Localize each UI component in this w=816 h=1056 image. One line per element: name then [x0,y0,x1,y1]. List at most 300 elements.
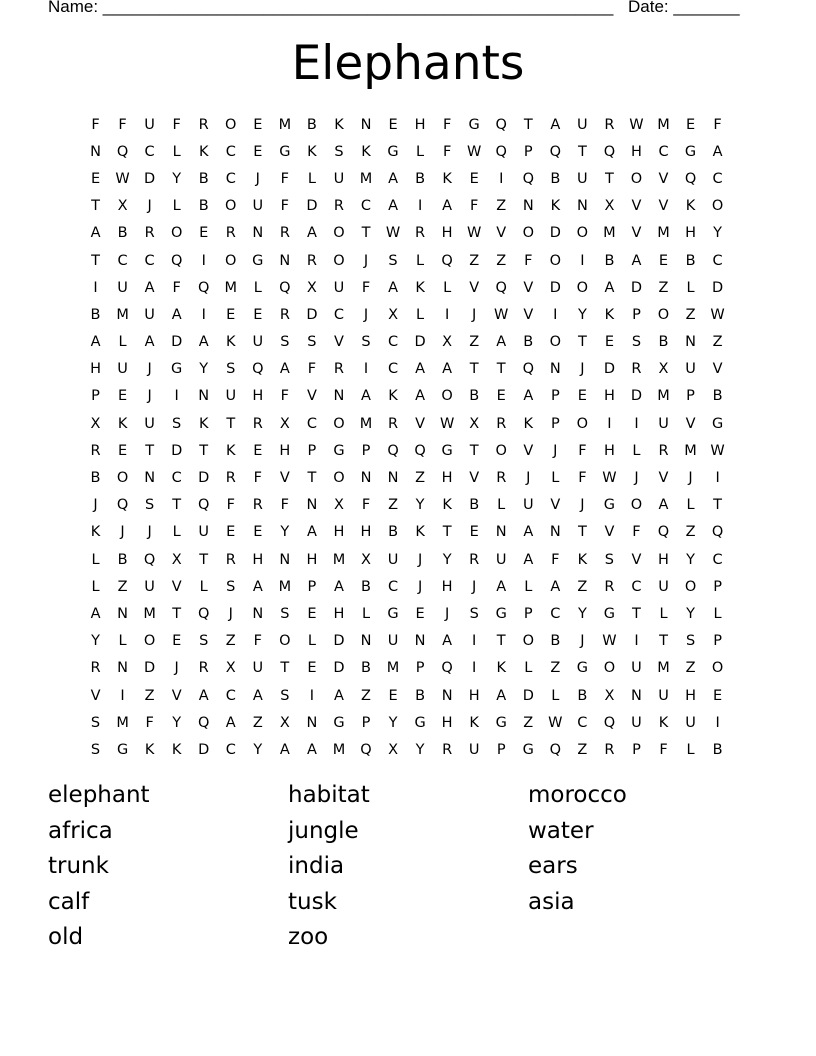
grid-letter: V [171,687,182,704]
grid-letter: W [115,170,130,187]
grid-letter: I [417,198,423,215]
grid-letter: U [333,279,345,296]
grid-row [82,519,732,546]
grid-letter: I [444,306,450,323]
grid-letter: L [551,687,560,704]
grid-letter: G [387,605,399,622]
grid-letter: R [631,361,642,378]
grid-letter: C [225,143,236,160]
grid-letter: N [306,497,318,514]
grid-letter: E [469,524,479,541]
grid-letter: V [171,578,182,595]
grid-letter: T [361,225,371,242]
grid-letter: A [361,388,371,405]
grid-letter: P [550,415,560,432]
grid-letter: A [198,334,209,351]
grid-letter: T [226,415,236,432]
grid-letter: I [93,279,98,296]
grid-letter: F [361,497,371,514]
grid-letter: A [388,279,398,296]
grid-letter: W [439,415,455,432]
grid-letter: Q [252,361,264,378]
grid-letter: X [604,198,615,215]
grid-letter: F [632,524,641,541]
grid-letter: W [494,306,509,323]
grid-letter: N [90,143,101,160]
grid-letter: O [603,660,616,677]
grid-letter: U [333,170,345,187]
grid-letter: A [333,578,344,595]
grid-letter: Y [280,524,290,541]
grid-letter: W [467,225,482,242]
grid-letter: F [551,551,560,568]
grid-letter: F [578,442,587,459]
grid-letter: E [658,252,669,269]
grid-letter: D [333,660,345,677]
grid-letter: M [657,660,670,677]
grid-letter: I [715,714,720,731]
grid-letter: T [659,633,668,650]
grid-letter: D [171,334,183,351]
grid-letter: H [631,143,642,160]
grid-row [82,655,732,682]
grid-letter: M [657,116,670,133]
grid-letter: K [307,143,317,160]
letter-grid [82,111,732,764]
grid-letter: G [468,116,480,133]
grid-letter: E [199,225,209,242]
grid-letter: L [172,198,181,215]
grid-letter: K [415,524,425,541]
grid-letter: R [252,415,263,432]
grid-letter: L [91,578,100,595]
grid-letter: A [523,551,534,568]
grid-letter: E [253,442,263,459]
grid-letter: L [416,306,425,323]
grid-letter: E [469,170,479,187]
grid-letter: A [252,578,263,595]
grid-letter: Q [603,714,616,731]
grid-letter: F [118,116,127,133]
grid-letter: K [226,442,236,459]
grid-letter: N [685,334,696,351]
grid-letter: V [658,198,669,215]
grid-letter: T [442,524,452,541]
grid-letter: C [387,578,399,595]
grid-letter: O [576,279,589,296]
grid-letter: J [147,388,152,405]
grid-letter: H [658,551,669,568]
grid-letter: T [577,143,587,160]
grid-letter: P [713,578,722,595]
grid-letter: N [549,361,561,378]
grid-letter: V [279,470,290,487]
grid-letter: T [604,170,614,187]
grid-letter: J [147,198,152,215]
grid-letter: Z [550,660,561,677]
grid-letter: U [387,633,399,650]
grid-letter: R [442,741,453,758]
grid-letter: O [630,170,643,187]
grid-letter: R [279,225,290,242]
grid-letter: F [145,714,154,731]
grid-letter: G [711,415,724,432]
grid-letter: L [199,578,208,595]
grid-letter: R [333,361,344,378]
word-list-item: old [48,924,84,950]
grid-letter: Y [388,714,398,731]
grid-letter: U [144,116,155,133]
grid-letter: S [280,605,290,622]
grid-letter: V [90,687,101,704]
grid-letter: J [472,306,477,323]
grid-letter: L [551,470,560,487]
grid-letter: I [607,415,612,432]
grid-letter: X [333,497,344,514]
grid-row [82,410,732,437]
grid-letter: K [171,741,182,758]
word-list-item: ears [528,853,578,879]
grid-letter: M [332,551,346,568]
grid-letter: O [225,198,237,215]
grid-letter: V [469,470,480,487]
grid-letter: V [550,497,561,514]
grid-letter: G [387,143,399,160]
grid-letter: K [604,306,615,323]
grid-letter: F [361,279,371,296]
grid-letter: B [712,388,723,405]
word-list-item: africa [48,817,113,844]
grid-letter: Q [684,170,697,187]
grid-row [82,628,732,655]
grid-letter: R [144,225,155,242]
grid-letter: Y [713,225,723,242]
grid-letter: B [685,252,696,269]
grid-letter: I [472,633,477,650]
grid-letter: G [495,714,507,731]
grid-letter: F [713,116,722,133]
grid-letter: I [472,660,477,677]
grid-letter: Q [279,279,291,296]
grid-letter: Q [522,361,534,378]
grid-letter: W [710,442,725,459]
grid-letter: W [385,225,401,242]
grid-letter: K [415,279,425,296]
grid-letter: P [632,741,641,758]
grid-letter: L [686,741,695,758]
grid-letter: A [306,225,317,242]
grid-letter: C [225,170,236,187]
grid-letter: I [499,170,504,187]
grid-letter: Y [577,306,587,323]
word-list-item: calf [48,888,90,915]
grid-letter: D [712,279,724,296]
grid-letter: B [415,687,426,704]
grid-letter: O [333,252,345,269]
grid-letter: F [172,116,181,133]
grid-letter: X [361,551,371,568]
word-list-item: tusk [288,888,337,915]
grid-letter: O [549,252,562,269]
grid-letter: K [442,170,452,187]
grid-row [82,193,732,220]
grid-letter: S [172,415,182,432]
grid-letter: Q [711,524,724,541]
grid-letter: L [713,605,722,622]
grid-letter: V [631,551,642,568]
grid-letter: Z [685,660,696,677]
grid-letter: V [712,361,723,378]
grid-letter: G [116,741,129,758]
grid-letter: R [198,116,209,133]
grid-letter: X [90,415,101,432]
grid-letter: X [469,415,480,432]
grid-letter: P [523,605,533,622]
grid-letter: F [307,361,317,378]
grid-letter: H [603,442,615,459]
grid-letter: I [634,633,639,650]
grid-letter: Z [658,279,669,296]
grid-letter: F [280,497,290,514]
grid-letter: J [553,442,558,459]
grid-letter: Y [172,714,182,731]
word-list-item: habitat [288,782,370,808]
grid-letter: E [253,116,263,133]
grid-letter: Y [686,551,695,568]
grid-letter: F [659,741,668,758]
grid-letter: D [522,687,534,704]
grid-letter: P [91,388,100,405]
grid-letter: Z [712,334,723,351]
grid-letter: A [550,116,561,133]
grid-letter: Z [469,334,480,351]
grid-letter: H [306,551,318,568]
grid-letter: I [553,306,558,323]
grid-letter: Z [252,714,263,731]
grid-letter: U [685,361,696,378]
grid-letter: U [252,334,264,351]
grid-letter: N [144,470,156,487]
grid-letter: L [361,605,371,622]
grid-letter: J [634,470,639,487]
grid-letter: U [468,741,480,758]
grid-letter: S [361,334,371,351]
grid-letter: K [496,660,506,677]
grid-letter: Q [198,279,210,296]
grid-letter: K [658,714,669,731]
grid-letter: K [117,415,128,432]
grid-letter: A [306,741,317,758]
grid-letter: S [685,633,696,650]
grid-letter: R [333,198,344,215]
grid-letter: A [171,306,182,323]
grid-letter: M [684,442,697,459]
grid-letter: P [361,442,371,459]
grid-letter: X [225,660,236,677]
grid-letter: U [252,660,264,677]
grid-letter: H [685,687,696,704]
grid-letter: W [710,306,725,323]
grid-letter: X [388,306,398,323]
grid-letter: N [414,633,426,650]
grid-letter: N [117,660,128,677]
grid-letter: A [90,334,101,351]
grid-letter: F [442,116,452,133]
grid-letter: J [580,633,585,650]
grid-letter: J [147,524,152,541]
grid-letter: E [90,170,101,187]
grid-letter: A [415,388,426,405]
grid-letter: D [333,633,345,650]
grid-letter: C [333,306,344,323]
grid-letter: E [713,687,723,704]
grid-letter: Z [685,306,696,323]
grid-letter: O [657,306,670,323]
grid-letter: L [307,170,316,187]
grid-letter: C [658,143,669,160]
grid-letter: N [279,551,291,568]
grid-letter: Q [549,143,562,160]
grid-letter: E [496,388,506,405]
grid-letter: O [333,470,345,487]
grid-letter: S [90,714,101,731]
grid-letter: D [603,361,615,378]
grid-letter: E [226,524,236,541]
grid-letter: H [333,605,345,622]
grid-letter: H [252,551,264,568]
grid-letter: F [226,497,235,514]
grid-letter: E [307,660,317,677]
grid-letter: D [306,306,318,323]
grid-letter: C [360,198,372,215]
grid-letter: H [441,225,453,242]
grid-letter: D [414,334,426,351]
word-column [288,778,370,956]
grid-row [82,274,732,301]
grid-letter: X [279,714,290,731]
grid-letter: I [580,252,585,269]
grid-letter: H [333,524,345,541]
grid-letter: A [415,361,426,378]
grid-letter: T [199,551,209,568]
grid-letter: P [632,306,641,323]
grid-letter: B [550,633,561,650]
grid-letter: I [120,687,125,704]
grid-letter: G [603,497,616,514]
grid-letter: F [253,633,262,650]
grid-letter: A [712,143,723,160]
grid-letter: T [496,361,506,378]
grid-letter: T [713,497,723,514]
grid-letter: G [333,442,345,459]
grid-letter: M [332,741,346,758]
grid-letter: M [657,388,670,405]
grid-letter: U [144,306,155,323]
grid-letter: E [415,605,425,622]
grid-letter: K [550,198,561,215]
grid-letter: J [147,361,152,378]
grid-letter: E [172,633,182,650]
grid-letter: C [387,334,399,351]
grid-row [82,111,732,138]
grid-letter: F [578,470,587,487]
grid-letter: R [306,252,317,269]
grid-letter: R [469,551,480,568]
grid-letter: B [658,334,669,351]
grid-letter: L [91,551,100,568]
grid-letter: O [522,225,534,242]
grid-letter: L [172,524,181,541]
grid-letter: V [658,470,669,487]
grid-letter: Y [199,361,209,378]
grid-letter: Q [143,551,156,568]
grid-letter: M [278,116,292,133]
grid-letter: J [444,605,450,622]
grid-letter: D [171,442,183,459]
grid-letter: K [90,524,101,541]
grid-letter: O [684,578,697,595]
grid-letter: Z [225,633,236,650]
grid-letter: W [602,633,617,650]
grid-letter: E [117,442,128,459]
grid-letter: O [143,633,156,650]
grid-row [82,220,732,247]
grid-letter: M [143,605,156,622]
grid-letter: J [417,551,423,568]
grid-letter: N [441,687,453,704]
grid-letter: K [198,415,209,432]
grid-letter: V [469,279,480,296]
grid-letter: L [118,633,127,650]
grid-letter: S [631,334,642,351]
grid-letter: A [144,334,155,351]
grid-letter: G [522,741,534,758]
grid-letter: A [496,334,507,351]
grid-letter: O [333,415,345,432]
grid-letter: B [361,578,371,595]
grid-letter: Z [496,252,507,269]
grid-letter: A [604,279,615,296]
grid-letter: L [524,578,533,595]
grid-letter: W [548,714,563,731]
grid-letter: R [496,415,507,432]
grid-letter: A [496,687,507,704]
grid-letter: Z [361,687,371,704]
grid-letter: G [441,442,453,459]
grid-letter: C [144,252,155,269]
grid-letter: Z [685,524,696,541]
grid-letter: V [523,306,534,323]
grid-letter: L [118,334,127,351]
grid-letter: Q [522,170,534,187]
grid-letter: G [252,252,264,269]
grid-letter: E [253,143,263,160]
grid-letter: Q [495,279,507,296]
grid-letter: H [414,116,426,133]
grid-letter: J [363,252,369,269]
grid-letter: O [711,660,724,677]
word-list-item: elephant [48,782,150,808]
grid-letter: U [387,551,399,568]
grid-letter: B [117,551,128,568]
grid-letter: Y [415,497,425,514]
grid-letter: L [524,660,533,677]
grid-letter: N [117,605,128,622]
grid-letter: J [120,524,125,541]
grid-letter: B [550,170,561,187]
grid-row [82,383,732,410]
grid-row [82,437,732,464]
